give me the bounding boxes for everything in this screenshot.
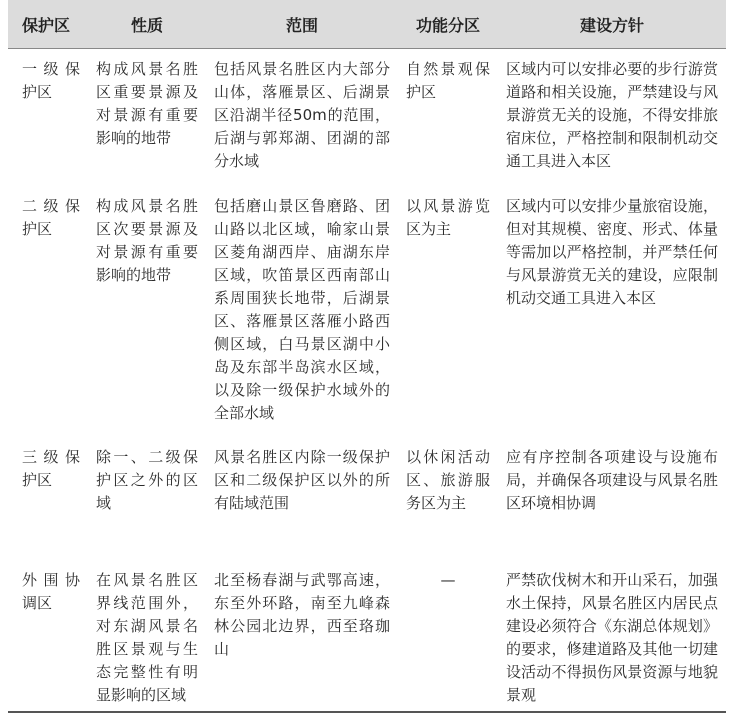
cell-policy: 应有序控制各项建设与设施布局，并确保各项建设与风景名胜区环境相协调 xyxy=(506,448,718,512)
cell-nature: 构成风景名胜区次要景源及对景源有重要影响的地带 xyxy=(96,197,198,284)
table-row xyxy=(8,437,726,560)
table-row xyxy=(8,560,726,712)
header-nature: 性质 xyxy=(88,0,206,49)
cell-policy: 区域内可以安排必要的步行游赏道路和相关设施，严禁建设与风景游赏无关的设施，不得安排旅宿床位，严格控制和限制机动交通工具进入本区 xyxy=(506,60,718,170)
cell-zone: 二级保护区 xyxy=(22,197,80,238)
protection-zone-table-container xyxy=(8,0,726,713)
header-function: 功能分区 xyxy=(398,0,498,49)
protection-zone-table xyxy=(8,0,726,713)
cell-policy: 严禁砍伐树木和开山采石，加强水土保持，风景名胜区内居民点建设必须符合《东湖总体规划》的要求，修建道路及其他一切建设活动不得损伤风景资源与地貌景观 xyxy=(498,560,726,712)
cell-zone: 一级保护区 xyxy=(22,60,80,101)
cell-scope: 风景名胜区内除一级保护区和二级保护区以外的所有陆域范围 xyxy=(214,448,390,512)
cell-scope: 包括风景名胜区内大部分山体，落雁景区、后湖景区沿湖半径50m的范围，后湖与郭郑湖、团湖的部分水域 xyxy=(214,60,390,170)
table-row xyxy=(8,186,726,437)
table-row xyxy=(8,49,726,187)
header-scope: 范围 xyxy=(206,0,398,49)
table-header-row xyxy=(8,0,726,49)
cell-nature: 构成风景名胜区重要景源及对景源有重要影响的地带 xyxy=(96,60,198,147)
cell-zone: 外围协调区 xyxy=(8,560,88,712)
cell-zone: 三级保护区 xyxy=(22,448,80,489)
cell-nature: 除一、二级保护区之外的区域 xyxy=(96,448,198,512)
cell-function: 以休闲活动区、旅游服务区为主 xyxy=(406,448,490,512)
cell-scope: 北至杨春湖与武鄂高速，东至外环路，南至九峰森林公园北边界，西至珞珈山 xyxy=(206,560,398,712)
cell-nature: 在风景名胜区界线范围外，对东湖风景名胜区景观与生态完整性有明显影响的区域 xyxy=(88,560,206,712)
header-zone: 保护区 xyxy=(8,0,88,49)
cell-scope: 包括磨山景区鲁磨路、团山路以北区域，喻家山景区菱角湖西岸、庙湖东岸区域，吹笛景区西南部山系周围狭长地带，后湖景区、落雁景区落雁小路西侧区域，白马景区湖中小岛及东部半岛滨水区域，以及除一级保护水域外的全部水域 xyxy=(214,197,390,422)
cell-function: — xyxy=(398,560,498,712)
cell-function: 以风景游览区为主 xyxy=(406,197,490,238)
header-policy: 建设方针 xyxy=(498,0,726,49)
cell-policy: 区域内可以安排少量旅宿设施，但对其规模、密度、形式、体量等需加以严格控制，并严禁任何与风景游赏无关的建设，应限制机动交通工具进入本区 xyxy=(506,197,718,307)
cell-function: 自然景观保护区 xyxy=(406,60,490,101)
